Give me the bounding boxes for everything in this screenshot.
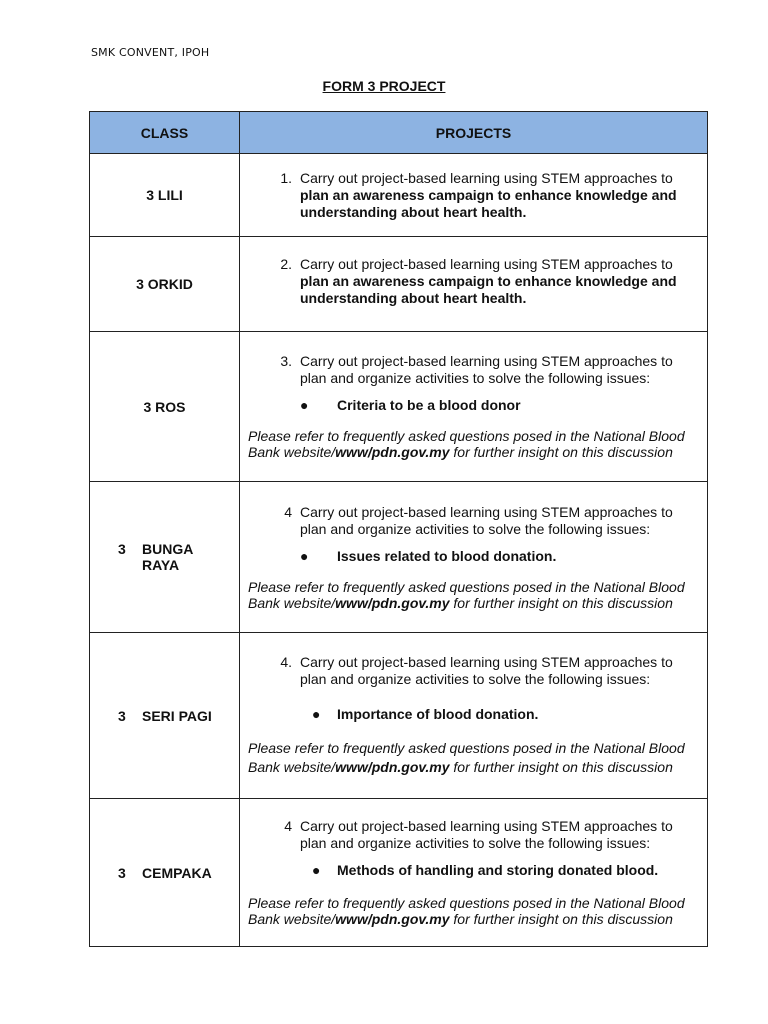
- table-header-row: [90, 112, 708, 154]
- note-text: Please refer to frequently asked questions posed in the National Blood Bank website/: [248, 578, 685, 611]
- class-name: SERI PAGI: [142, 707, 212, 724]
- table-row: [90, 799, 708, 947]
- note-text: for further insight on this discussion: [449, 911, 673, 927]
- project-cell: [240, 482, 708, 633]
- class-cell: [90, 633, 240, 799]
- class-cell: 3 LILI: [90, 154, 240, 237]
- item-bold-text: plan an awareness campaign to enhance knowledge and understanding about heart health.: [300, 186, 677, 220]
- item-text: Carry out project-based learning using STEM approaches to plan and organize activities to solve the following issues:: [300, 353, 673, 386]
- item-number: 4.: [280, 654, 292, 670]
- item-text: [300, 170, 695, 221]
- project-item: [248, 256, 695, 307]
- column-header-projects: PROJECTS: [240, 112, 708, 154]
- item-text: Carry out project-based learning using STEM approaches to plan and organize activities to solve the following issues:: [300, 654, 673, 687]
- bullet-item: [248, 706, 695, 723]
- reference-note: [248, 428, 695, 460]
- website-link: www/pdn.gov.my: [335, 911, 450, 927]
- bullet-text: Methods of handling and storing donated blood.: [337, 862, 659, 878]
- bullet-text: Criteria to be a blood donor: [337, 397, 521, 413]
- item-number: 4: [284, 503, 292, 520]
- project-item: [248, 504, 695, 538]
- class-number: 3: [118, 541, 126, 557]
- bullet-text: Importance of blood donation.: [337, 706, 539, 722]
- class-number: 3: [118, 707, 126, 724]
- class-name: BUNGA RAYA: [142, 541, 193, 573]
- note-text: for further insight on this discussion: [449, 759, 673, 775]
- reference-note: [248, 739, 695, 777]
- bullet-icon: ●: [312, 706, 321, 722]
- website-link: www/pdn.gov.my: [335, 444, 450, 460]
- item-number: 1.: [280, 169, 292, 186]
- class-cell: [90, 482, 240, 633]
- bullet-text: Issues related to blood donation.: [337, 547, 557, 564]
- page-title: FORM 3 PROJECT: [322, 78, 446, 94]
- item-plain-text: Carry out project-based learning using STEM approaches to: [300, 256, 673, 272]
- project-cell: [240, 633, 708, 799]
- reference-note: [248, 895, 695, 927]
- note-text: for further insight on this discussion: [449, 594, 673, 611]
- project-item: [248, 353, 695, 387]
- bullet-icon: ●: [300, 547, 309, 564]
- note-text: for further insight on this discussion: [449, 444, 673, 460]
- note-text: Please refer to frequently asked questions posed in the National Blood Bank website/: [248, 740, 685, 775]
- project-cell: [240, 154, 708, 237]
- bullet-icon: ●: [312, 862, 321, 878]
- table-row: [90, 237, 708, 332]
- item-number: 3.: [280, 353, 292, 369]
- website-link: www/pdn.gov.my: [335, 759, 450, 775]
- item-text: [300, 256, 695, 307]
- table-row: [90, 482, 708, 633]
- item-plain-text: Carry out project-based learning using STEM approaches to: [300, 169, 673, 186]
- bullet-item: [248, 548, 695, 565]
- bullet-item: [248, 397, 695, 414]
- bullet-icon: ●: [300, 397, 309, 413]
- project-cell: [240, 799, 708, 947]
- note-text: Please refer to frequently asked questions posed in the National Blood Bank website/: [248, 428, 685, 460]
- item-number: 2.: [280, 256, 292, 272]
- school-name: SMK CONVENT, IPOH: [91, 46, 210, 59]
- table-row: [90, 154, 708, 237]
- project-cell: [240, 237, 708, 332]
- class-number: 3: [118, 864, 126, 881]
- project-table: [89, 111, 708, 947]
- project-item: [248, 170, 695, 221]
- class-cell: 3 ROS: [90, 332, 240, 482]
- note-text: Please refer to frequently asked questions posed in the National Blood Bank website/: [248, 895, 685, 927]
- table-row: [90, 332, 708, 482]
- class-name: CEMPAKA: [142, 864, 212, 881]
- project-cell: [240, 332, 708, 482]
- table-row: [90, 633, 708, 799]
- reference-note: [248, 579, 695, 611]
- class-cell: [90, 799, 240, 947]
- class-cell: 3 ORKID: [90, 237, 240, 332]
- project-item: [248, 818, 695, 852]
- project-item: [248, 654, 695, 688]
- website-link: www/pdn.gov.my: [335, 594, 450, 611]
- item-number: 4: [284, 818, 292, 834]
- bullet-item: [248, 862, 695, 879]
- item-text: Carry out project-based learning using STEM approaches to plan and organize activities to solve the following issues:: [300, 503, 673, 537]
- item-text: Carry out project-based learning using STEM approaches to plan and organize activities to solve the following issues:: [300, 818, 673, 851]
- column-header-class: CLASS: [90, 112, 240, 154]
- item-bold-text: plan an awareness campaign to enhance knowledge and understanding about heart health.: [300, 273, 677, 306]
